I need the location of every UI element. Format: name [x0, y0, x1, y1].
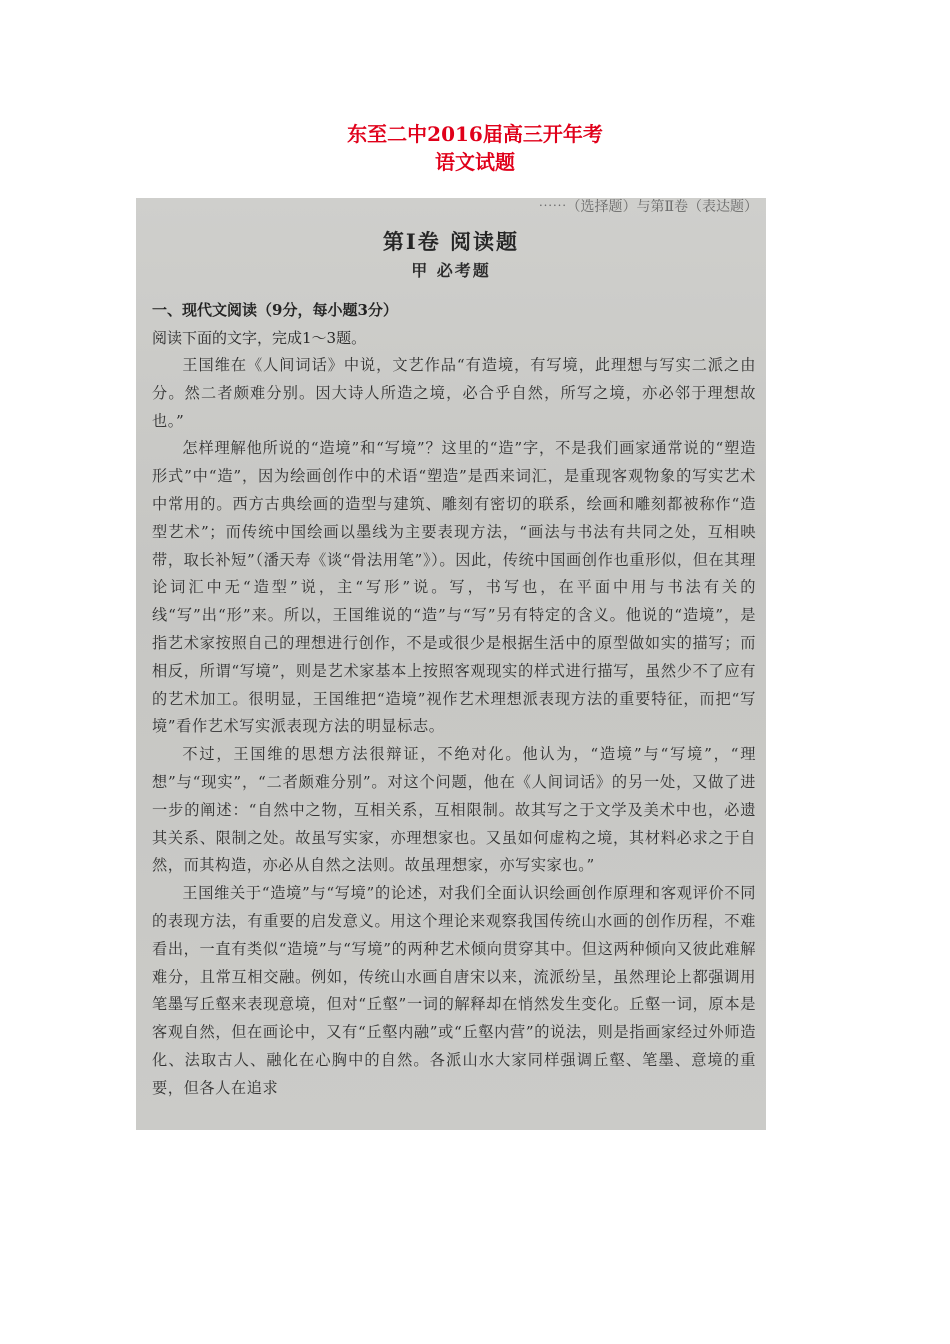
passage-paragraph: 王国维关于“造境”与“写境”的论述，对我们全面认识绘画创作原理和客观评价不同的表现方法，有重要的启发意义。用这个理论来观察我国传统山水画的创作历程，不难看出，一直有类似“造境”与“写境”的两种艺术倾向贯穿其中。但这两种倾向又彼此难解难分，且常互相交融。例如，传统山水画自唐宋以来，流派纷呈，虽然理论上都强调用笔墨写丘壑来表现意境，但对“丘壑”一词的解释却在悄然发生变化。丘壑一词，原本是客观自然，但在画论中，又有“丘壑内融”或“丘壑内营”的说法，则是指画家经过外师造化、法取古人、融化在心胸中的自然。各派山水大家同样强调丘壑、笔墨、意境的重要，但各人在追求	[152, 884, 756, 1097]
section-title: 甲 必考题	[411, 261, 491, 280]
question-instruction: 阅读下面的文字，完成1～3题。	[152, 329, 367, 347]
question-heading: 一、现代文阅读（9分，每小题3分）	[152, 301, 398, 319]
reading-passage	[152, 296, 756, 1103]
passage-paragraph: 不过，王国维的思想方法很辩证，不绝对化。他认为，“造境”与“写境”，“理想”与“现实”，“二者颇难分别”。对这个问题，他在《人间词话》的另一处，又做了进一步的阐述：“自然中之物，互相关系，互相限制。故其写之于文学及美术中也，必遗其关系、限制之处。故虽写实家，亦理想家也。又虽如何虚构之境，其材料必求之于自然，而其构造，亦必从自然之法则。故虽理想家，亦写实家也。”	[152, 745, 756, 875]
volume-title: 第Ⅰ卷 阅读题	[382, 229, 520, 254]
document-title: 东至二中2016届高三开年考	[347, 122, 603, 146]
document-subtitle: 语文试题	[435, 150, 515, 174]
scanned-exam-page	[136, 198, 766, 1130]
passage-paragraph: 怎样理解他所说的“造境”和“写境”？这里的“造”字，不是我们画家通常说的“塑造形式”中“造”，因为绘画创作中的术语“塑造”是西来词汇，是重现客观物象的写实艺术中常用的。西方古典绘画的造型与建筑、雕刻有密切的联系，绘画和雕刻都被称作“造型艺术”；而传统中国绘画以墨线为主要表现方法，“画法与书法有共同之处，互相映带，取长补短”（潘天寿《谈“骨法用笔”》）。因此，传统中国画创作也重形似，但在其理论词汇中无“造型”说，主“写形”说。写，书写也，在平面中用与书法有关的线“写”出“形”来。所以，王国维说的“造”与“写”另有特定的含义。他说的“造境”，是指艺术家按照自己的理想进行创作，不是或很少是根据生活中的原型做如实的描写；而相反，所谓“写境”，则是艺术家基本上按照客观现实的样式进行描写，虽然少不了应有的艺术加工。很明显，王国维把“造境”视作艺术理想派表现方法的重要特征，而把“写境”看作艺术写实派表现方法的明显标志。	[152, 439, 756, 736]
scan-header-fragment: ⋯⋯（选择题）与第Ⅱ卷（表达题）	[538, 199, 758, 215]
passage-paragraph: 王国维在《人间词话》中说，文艺作品“有造境，有写境，此理想与写实二派之由分。然二者颇难分别。因大诗人所造之境，必合乎自然，所写之境，亦必邻于理想故也。”	[152, 356, 756, 430]
